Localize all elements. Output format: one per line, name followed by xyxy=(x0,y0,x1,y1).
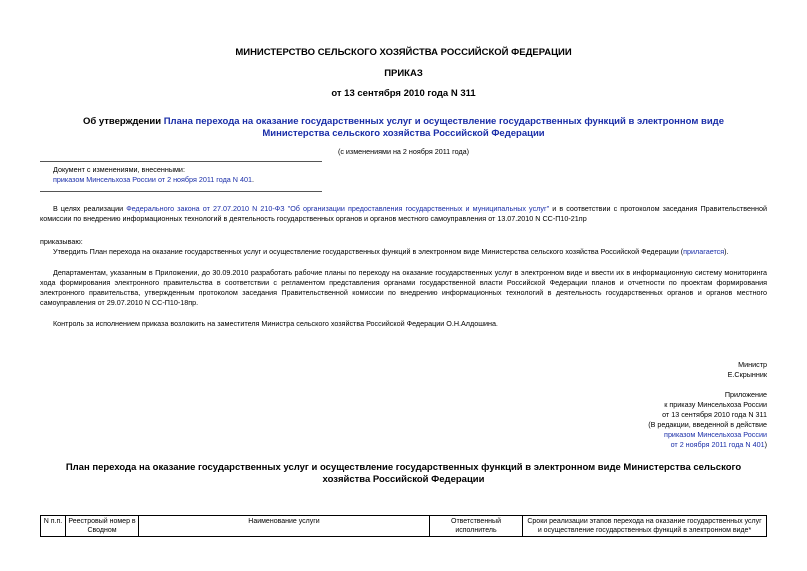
paragraph-control: Контроль за исполнением приказа возложить на заместителя Министра сельского хозяйства Российской Федерации О.Н.Алдошина. xyxy=(53,319,498,328)
order-word: приказываю: xyxy=(40,237,83,246)
header-cell-service: Наименование услуги xyxy=(139,516,430,537)
doc-type-heading: ПРИКАЗ xyxy=(384,68,423,79)
doc-date-number: от 13 сентября 2010 года N 311 xyxy=(331,88,476,99)
header-cell-registry: Реестровый номер в Сводном xyxy=(66,516,139,537)
revision-note: (с изменениями на 2 ноября 2011 года) xyxy=(337,147,470,156)
amendment-label: Документ с изменениями, внесенными: xyxy=(53,165,185,174)
appendix-date: от 13 сентября 2010 года N 311 xyxy=(662,410,767,419)
signature-block xyxy=(728,360,767,380)
amendment-ref xyxy=(53,175,333,185)
preamble-suffix: и в соответствии с протоколом заседания Правительственной комиссии по внедрению информационных технологий в деятельность государственных органов и органов местного самоуправления от 13.07.2010 N СС-П10-21пр xyxy=(40,204,767,223)
appendix-order-link[interactable]: приказом Минсельхоза России xyxy=(664,430,767,439)
title-prefix: Об утверждении xyxy=(82,116,164,127)
appendix-date-link[interactable]: от 2 ноября 2011 года N 401 xyxy=(670,440,765,449)
federal-law-link[interactable]: Федерального закона от 27.07.2010 N 210-ФЗ "Об организации предоставления государственных и муниципальных услуг" xyxy=(126,204,550,213)
header-cell-executor: Ответственный исполнитель xyxy=(430,516,523,537)
signature-position: Министр xyxy=(738,360,767,369)
appendix-order: к приказу Минсельхоза России xyxy=(664,400,767,409)
paragraph-departments: Департаментам, указанным в Приложении, до 30.09.2010 разработать рабочие планы по переходу на оказание государственных услуг в электронном виде и ввести их в информационную систему мониторинга хода формирования электронного правительства в соответствии с регламентом представления органами государственной власти Российской Федерации планов и отчетности по проектам формирования электронного правительства, утвержденным протоколом заседания Правительственной комиссии по внедрению информационных технологий в деятельность государственных органов и органов местного самоуправления от 29.07.2010 N СС-П10-18пр. xyxy=(40,268,767,307)
amendment-box xyxy=(53,165,333,185)
appendix-block xyxy=(648,390,767,450)
signature-name: Е.Скрынник xyxy=(727,370,767,379)
approve-suffix: ). xyxy=(724,247,729,256)
appendix-label: Приложение xyxy=(724,390,767,399)
document-title xyxy=(50,116,757,140)
title-plan-link[interactable]: Плана перехода на оказание государственных услуг и осуществление государственных функций в электронном виде Министерства сельского хозяйства Российской Федерации xyxy=(163,116,724,139)
plan-title: План перехода на оказание государственных услуг и осуществление государственных функций в электронном виде Министерства сельского хозяйства Российской Федерации xyxy=(65,462,742,485)
ministry-heading: МИНИСТЕРСТВО СЕЛЬСКОГО ХОЗЯЙСТВА РОССИЙСКОЙ ФЕДЕРАЦИИ xyxy=(235,47,572,58)
amendment-bottom-divider xyxy=(40,191,322,192)
attached-link[interactable]: прилагается xyxy=(683,247,725,256)
appendix-close-paren: ) xyxy=(764,440,767,449)
amendment-top-divider xyxy=(40,161,322,162)
table-header-row xyxy=(41,516,767,537)
preamble-prefix: В целях реализации xyxy=(53,204,127,213)
header-cell-number: N п.п. xyxy=(41,516,66,537)
paragraph-approve xyxy=(40,247,767,257)
amendment-suffix: . xyxy=(251,175,254,184)
header-cell-deadlines: Сроки реализации этапов перехода на оказание государственных услуг и осуществление государственных функций в электронном виде* xyxy=(523,516,767,537)
amendment-order-link[interactable]: приказом Минсельхоза России от 2 ноября 2011 года N 401 xyxy=(53,175,252,184)
appendix-edition: (В редакции, введенной в действие xyxy=(648,420,767,429)
paragraph-preamble xyxy=(40,204,767,224)
plan-table xyxy=(40,515,767,537)
approve-prefix: Утвердить План перехода на оказание государственных услуг и осуществление государственных функций в электронном виде Министерства сельского хозяйства Российской Федерации ( xyxy=(53,247,684,256)
